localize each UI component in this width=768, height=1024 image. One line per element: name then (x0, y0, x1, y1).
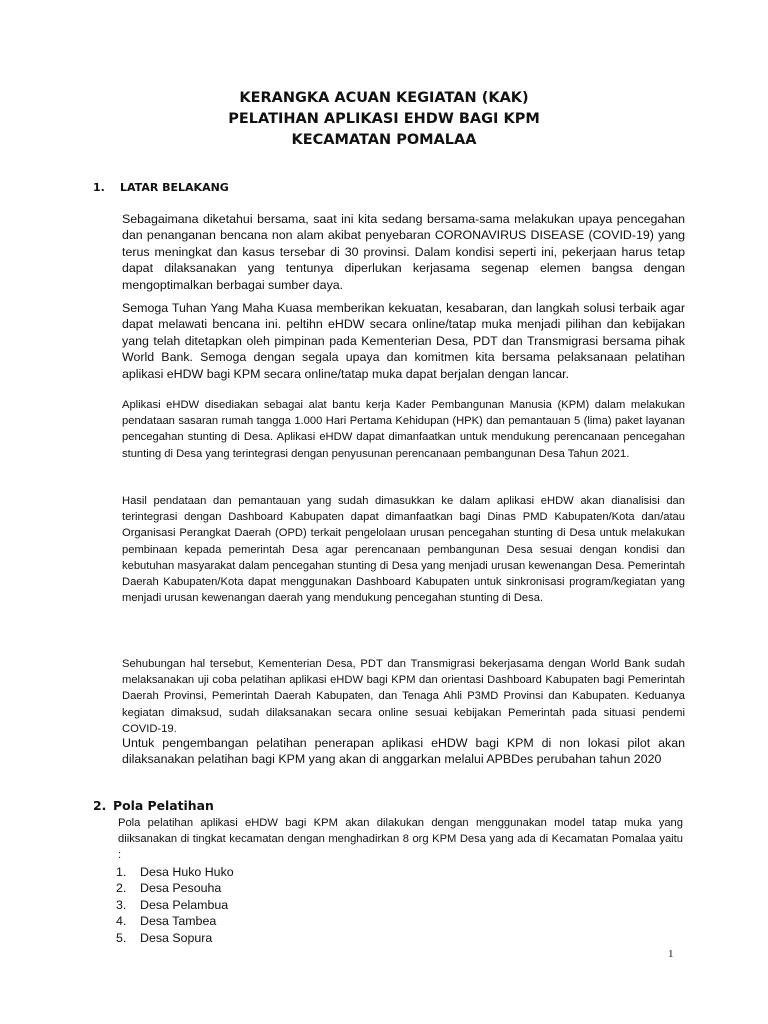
document-title (0, 88, 768, 151)
paragraph-6: Untuk pengembangan pelatihan penerapan aplikasi eHDW bagi KPM di non lokasi pilot akan dilaksanakan pelatihan bagi KPM yang akan di anggarkan melalui APBDes perubahan tahun 2020 (122, 736, 685, 767)
list-item-number: 5. (116, 930, 127, 945)
list-item-label: Desa Sopura (140, 930, 213, 945)
list-item-number: 3. (116, 897, 127, 912)
paragraph-5: Sehubungan hal tersebut, Kementerian Desa, PDT dan Transmigrasi bekerjasama dengan World Bank sudah melaksanakan uji coba pelatihan aplikasi eHDW bagi KPM dan orientasi Dashboard Kabupaten bagi Pemerintah Daerah Provinsi, Pemerintah Daerah Kabupaten, dan Tenaga Ahli P3MD Provinsi dan Kabupaten. Keduanya kegiatan dimaksud, sudah dilaksanakan secara online sesuai kebijakan Pemerintah pada situasi pendemi COVID-19. (122, 658, 685, 735)
title-line-2: PELATIHAN APLIKASI EHDW BAGI KPM (228, 111, 540, 127)
section-2-title: Pola Pelatihan (113, 798, 214, 813)
list-item-number: 4. (116, 914, 127, 929)
section-1-heading (93, 181, 229, 194)
section-2-number: 2. (93, 798, 107, 813)
list-item (116, 897, 234, 913)
list-item (116, 913, 234, 929)
section-2-heading (93, 798, 214, 813)
section-2-intro: Pola pelatihan aplikasi eHDW bagi KPM akan dilakukan dengan menggunakan model tatap muka yang diiksanakan di tingkat kecamatan dengan menghadirkan 8 org KPM Desa yang ada di Kecamatan Pomalaa yaitu : (118, 817, 683, 862)
section-1-number: 1. (93, 181, 105, 194)
list-item-label: Desa Pelambua (140, 897, 229, 912)
paragraph-1: Sebagaimana diketahui bersama, saat ini kita sedang bersama-sama melakukan upaya pencegahan dan penanganan bencana non alam akibat penyebaran CORONAVIRUS DISEASE (COVID-19) yang terus meningkat dan kasus tersebar di 30 provinsi. Dalam kondisi seperti ini, pekerjaan harus tetap dapat dilaksanakan yang tentunya diperlukan kerjasama segenap elemen bangsa dengan mengoptimalkan berbagai sumber daya. (122, 212, 685, 292)
list-item (116, 880, 234, 896)
list-item-label: Desa Pesouha (140, 881, 222, 896)
list-item-label: Desa Huko Huko (140, 865, 234, 879)
list-item-label: Desa Tambea (140, 914, 217, 929)
list-item (116, 930, 234, 946)
list-item (116, 864, 234, 880)
paragraph-3: Aplikasi eHDW disediakan sebagai alat bantu kerja Kader Pembangunan Manusia (KPM) dalam melakukan pendataan sasaran rumah tangga 1.000 Hari Pertama Kehidupan (HPK) dan pemantauan 5 (lima) paket layanan pencegahan stunting di Desa. Aplikasi eHDW dapat dimanfaatkan untuk mendukung perencanaan pencegahan stunting di Desa yang terintegrasi dengan penyusunan perencanaan pembangunan Desa Tahun 2021. (122, 399, 685, 460)
paragraph-2: Semoga Tuhan Yang Maha Kuasa memberikan kekuatan, kesabaran, dan langkah solusi terbaik agar dapat melawati bencana ini. peltihn eHDW secara online/tatap muka menjadi pilihan dan kebijakan yang telah ditetapkan oleh pimpinan pada Kementerian Desa, PDT dan Transmigrasi bersama pihak World Bank. Semoga dengan segala upaya dan komitmen kita bersama pelaksanaan pelatihan aplikasi eHDW bagi KPM secara online/tatap muka dapat berjalan dengan lancar. (122, 301, 685, 381)
list-item-number: 1. (116, 865, 127, 879)
list-item-number: 2. (116, 881, 127, 896)
page-number: 1 (668, 948, 674, 960)
title-line-3: KECAMATAN POMALAA (291, 132, 477, 148)
paragraph-4: Hasil pendataan dan pemantauan yang sudah dimasukkan ke dalam aplikasi eHDW akan dianalisisi dan terintegrasi dengan Dashboard Kabupaten dapat dimanfaatkan bagi Dinas PMD Kabupaten/Kota dan/atau Organisasi Perangkat Daerah (OPD) terkait pengelolaan urusan pencegahan stunting di Desa untuk melakukan pembinaan kepada pemerintah Desa agar perencanaan pembangunan Desa sesuai dengan kondisi dan kebutuhan masyarakat dalam pencegahan stunting di Desa yang menjadi urusan kewenangan Desa. Pemerintah Daerah Kabupaten/Kota dapat menggunakan Dashboard Kabupaten untuk sinkronisasi program/kegiatan yang menjadi urusan kewenangan daerah yang mendukung pencegahan stunting di Desa. (122, 495, 685, 605)
section-1-title: LATAR BELAKANG (120, 181, 229, 194)
title-line-1: KERANGKA ACUAN KEGIATAN (KAK) (239, 90, 529, 106)
village-list (116, 864, 234, 946)
